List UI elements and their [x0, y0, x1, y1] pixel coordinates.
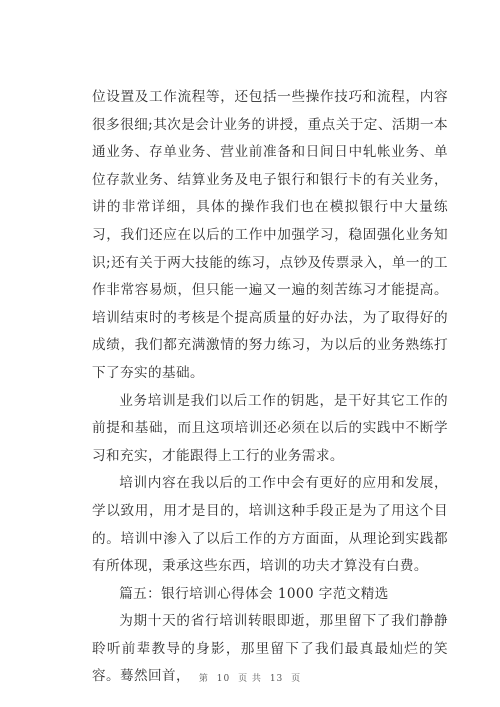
- footer-prefix: 第: [198, 674, 209, 684]
- page-footer: [0, 671, 500, 684]
- footer-middle: 页 共: [238, 674, 262, 684]
- document-body: [92, 84, 448, 691]
- body-paragraph: 为期十天的省行培训转眼即逝，那里留下了我们静静聆听前辈教导的身影，那里留下了我们最真最灿烂的笑容。蓦然回首，: [92, 613, 448, 685]
- footer-suffix: 页: [291, 674, 302, 684]
- body-paragraph: 培训内容在我以后的工作中会有更好的应用和发展，学以致用，用才是目的，培训这种手段正是为了用这个目的。培训中渗入了以后工作的方方面面，从理论到实践都有所体现，秉承这些东西，培训的功夫才算没有白费。: [92, 475, 448, 575]
- total-pages-number: 13: [269, 674, 284, 684]
- current-page-number: 10: [216, 674, 231, 684]
- section-heading: 篇五：银行培训心得体会 1000 字范文精选: [119, 585, 389, 602]
- body-paragraph: 业务培训是我们以后工作的钥匙，是干好其它工作的前提和基础，而且这项培训还必须在以后的实践中不断学习和充实，才能跟得上工行的业务需求。: [92, 392, 448, 464]
- body-paragraph-continued: 位设置及工作流程等，还包括一些操作技巧和流程，内容很多很细;其次是会计业务的讲授，重点关于定、活期一本通业务、存单业务、营业前准备和日间日中轧帐业务、单位存款业务、结算业务及电子银行和银行卡的有关业务，讲的非常详细，具体的操作我们也在模拟银行中大量练习，我们还应在以后的工作中加强学习，稳固强化业务知识;还有关于两大技能的练习，点钞及传票录入，单一的工作非常容易烦，但只能一遍又一遍的刻苦练习才能提高。培训结束时的考核是个提高质量的好办法，为了取得好的成绩，我们都充满激情的努力练习，为以后的业务熟练打下了夯实的基础。: [92, 89, 448, 381]
